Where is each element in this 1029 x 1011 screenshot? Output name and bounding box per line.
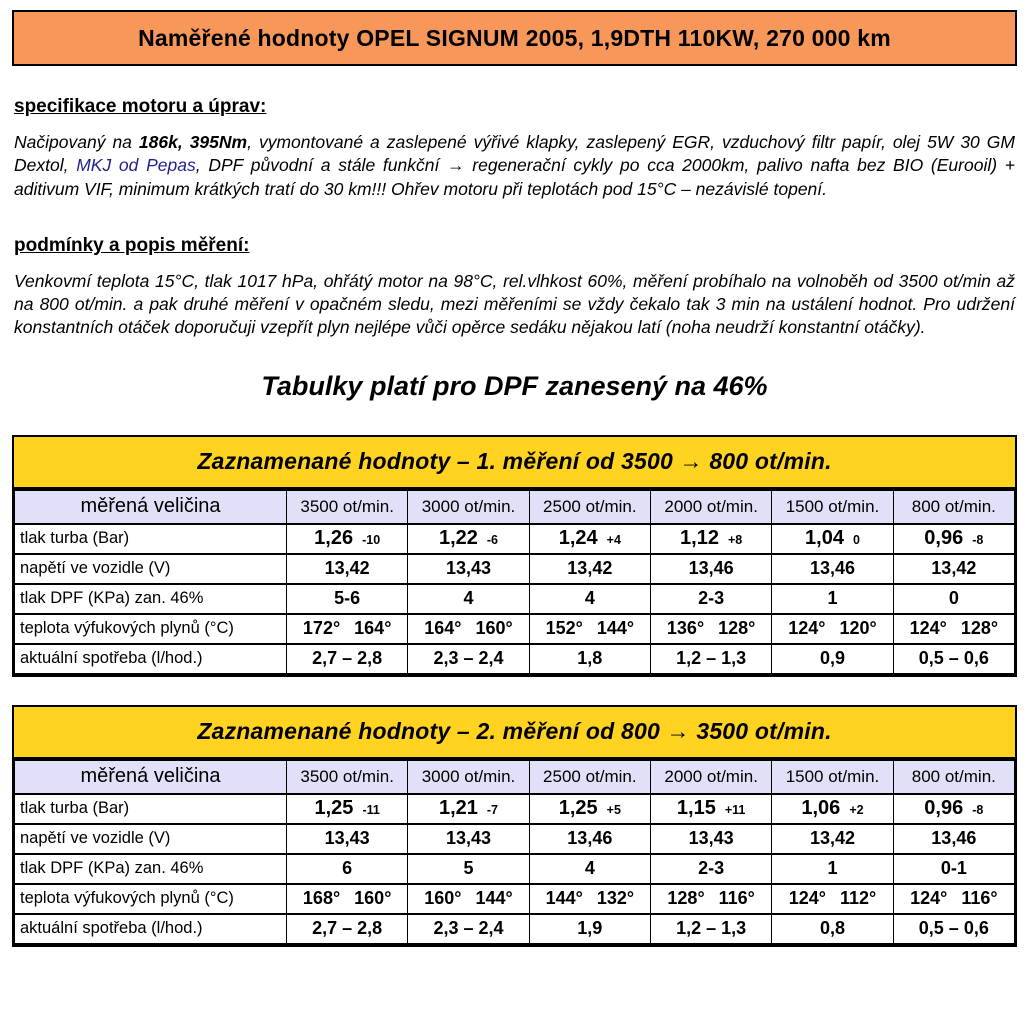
value-cell: 0-1: [893, 854, 1014, 884]
rpm-header-cell: 3500 ot/min.: [287, 760, 408, 794]
table-row: [15, 524, 1015, 554]
boost-value: 1,25: [558, 797, 598, 820]
value-cell: 1,2 – 1,3: [650, 914, 771, 944]
value-cell: 1,8: [529, 644, 650, 674]
temp-first-value: 160°: [424, 888, 462, 909]
row-label: aktuální spotřeba (l/hod.): [15, 644, 287, 674]
value-cell: [529, 884, 650, 914]
value-cell: 13,43: [287, 824, 408, 854]
title-banner: [12, 10, 1017, 66]
boost-delta: -10: [362, 533, 381, 548]
boost-delta: -8: [972, 803, 984, 818]
value-cell: 0,5 – 0,6: [893, 644, 1014, 674]
boost-delta: 0: [852, 533, 860, 548]
value-cell: [408, 614, 529, 644]
temp-second-value: 144°: [475, 888, 513, 909]
table-row: [15, 614, 1015, 644]
table-1-grid: [14, 489, 1015, 675]
boost-value: 1,12: [680, 527, 719, 550]
temp-first-value: 136°: [666, 618, 705, 639]
value-cell: 6: [287, 854, 408, 884]
value-cell: 1: [772, 584, 893, 614]
table-2-title: Zaznamenané hodnoty – 2. měření od 800 → 3500 ot/min.: [14, 707, 1015, 759]
value-cell: [772, 614, 893, 644]
value-cell: [408, 794, 529, 824]
header-row: [15, 760, 1015, 794]
rpm-header-cell: 2000 ot/min.: [650, 760, 771, 794]
boost-value: 0,96: [924, 527, 964, 550]
temp-first-value: 168°: [302, 888, 341, 909]
rpm-header-cell: 2500 ot/min.: [529, 760, 650, 794]
quantity-header-cell: měřená veličina: [15, 760, 287, 794]
spec-heading: specifikace motoru a úprav:: [14, 96, 267, 117]
boost-delta: +11: [724, 803, 746, 818]
row-label: napětí ve vozidle (V): [15, 554, 287, 584]
value-cell: 4: [529, 584, 650, 614]
table-row: [15, 554, 1015, 584]
conditions-paragraph: Venkovmí teplota 15°C, tlak 1017 hPa, ohřátý motor na 98°C, rel.vlhkost 60%, měření probíhalo na volnoběh od 3500 ot/min až na 800 ot/min. a pak druhé měření v opačném sledu, mezi měřeními se vždy čekalo tak 3 min na ustálení hodnot. Pro udržení konstantních otáček doporučuji vzepřít plyn nejlépe vůči opěrce sedáku nějakou latí (noha neudrží konstantní otáčky).: [14, 270, 1015, 338]
value-cell: 13,42: [287, 554, 408, 584]
boost-value: 1,21: [438, 797, 478, 820]
temp-second-value: 128°: [718, 618, 756, 639]
boost-value: 1,06: [801, 797, 841, 820]
measurement-table-1: [12, 435, 1017, 677]
value-cell: [408, 884, 529, 914]
value-cell: 13,42: [772, 824, 893, 854]
rpm-header-cell: 3000 ot/min.: [408, 490, 529, 524]
boost-delta: +5: [606, 803, 621, 818]
table-2-grid: [14, 759, 1015, 945]
rpm-header-cell: 2000 ot/min.: [650, 490, 771, 524]
temp-first-value: 152°: [545, 618, 583, 639]
value-cell: [650, 524, 771, 554]
table-row: [15, 644, 1015, 674]
value-cell: [287, 614, 408, 644]
spec-paragraph: [14, 131, 1015, 201]
value-cell: [650, 884, 771, 914]
boost-delta: -8: [972, 533, 984, 548]
value-cell: 2,7 – 2,8: [287, 644, 408, 674]
value-cell: 5: [408, 854, 529, 884]
row-label: aktuální spotřeba (l/hod.): [15, 914, 287, 944]
temp-second-value: 112°: [839, 888, 877, 909]
temp-second-value: 116°: [961, 888, 998, 909]
boost-value: 1,26: [314, 527, 354, 550]
value-cell: 2,7 – 2,8: [287, 914, 408, 944]
temp-first-value: 164°: [424, 618, 462, 639]
rpm-header-cell: 2500 ot/min.: [529, 490, 650, 524]
value-cell: 13,46: [893, 824, 1014, 854]
value-cell: 13,42: [893, 554, 1014, 584]
table-row: [15, 584, 1015, 614]
value-cell: 0,5 – 0,6: [893, 914, 1014, 944]
value-cell: [893, 794, 1014, 824]
value-cell: 2-3: [650, 584, 771, 614]
rpm-header-cell: 1500 ot/min.: [772, 760, 893, 794]
table-row: [15, 824, 1015, 854]
temp-first-value: 172°: [302, 618, 341, 639]
boost-delta: +2: [849, 803, 864, 818]
boost-delta: +4: [606, 533, 621, 548]
rpm-header-cell: 3000 ot/min.: [408, 760, 529, 794]
temp-second-value: 144°: [596, 618, 635, 639]
value-cell: 4: [408, 584, 529, 614]
value-cell: 13,43: [650, 824, 771, 854]
value-cell: [287, 884, 408, 914]
temp-second-value: 164°: [354, 618, 392, 639]
value-cell: [650, 614, 771, 644]
boost-value: 1,24: [558, 527, 598, 550]
value-cell: [772, 794, 893, 824]
value-cell: 13,46: [772, 554, 893, 584]
temp-second-value: 160°: [475, 618, 513, 639]
rpm-header-cell: 800 ot/min.: [893, 490, 1014, 524]
temp-first-value: 124°: [910, 888, 948, 909]
value-cell: [529, 524, 650, 554]
temp-first-value: 128°: [667, 888, 705, 909]
value-cell: 4: [529, 854, 650, 884]
value-cell: [287, 524, 408, 554]
value-cell: [772, 524, 893, 554]
conditions-heading: podmínky a popis měření:: [14, 234, 250, 256]
value-cell: 0,9: [772, 644, 893, 674]
row-label: tlak turba (Bar): [15, 794, 287, 824]
boost-delta: +8: [727, 533, 743, 548]
table-row: [15, 854, 1015, 884]
value-cell: 1,9: [529, 914, 650, 944]
temp-second-value: 160°: [354, 888, 392, 909]
temp-second-value: 116°: [718, 888, 755, 909]
row-label: teplota výfukových plynů (°C): [15, 614, 287, 644]
value-cell: 0: [893, 584, 1014, 614]
value-cell: 5-6: [287, 584, 408, 614]
value-cell: 2,3 – 2,4: [408, 644, 529, 674]
mkj-link[interactable]: MKJ od Pepas: [76, 155, 196, 176]
value-cell: [772, 884, 893, 914]
document-title: Naměřené hodnoty OPEL SIGNUM 2005, 1,9DTH 110KW, 270 000 km: [138, 24, 891, 51]
value-cell: [650, 794, 771, 824]
value-cell: 13,42: [529, 554, 650, 584]
boost-value: 1,25: [314, 797, 354, 820]
value-cell: 13,43: [408, 824, 529, 854]
temp-first-value: 124°: [788, 888, 826, 909]
boost-value: 1,22: [438, 527, 478, 550]
row-label: tlak DPF (KPa) zan. 46%: [15, 854, 287, 884]
rpm-header-cell: 800 ot/min.: [893, 760, 1014, 794]
row-label: tlak DPF (KPa) zan. 46%: [15, 584, 287, 614]
value-cell: 13,46: [529, 824, 650, 854]
value-cell: 13,46: [650, 554, 771, 584]
boost-delta: -7: [486, 803, 499, 818]
measurement-table-2: [12, 705, 1017, 947]
temp-second-value: 120°: [839, 618, 877, 639]
temp-first-value: 124°: [788, 618, 826, 639]
spec-text-3: , DPF původní a stále funkční → regenerační cykly po cca 2000km, palivo nafta bez BIO (Eurooil) + aditivum VIF, minimum krátkých tratí do 30 km!!! Ohřev motoru při teplotách pod 15°C – nezávislé topení.: [14, 155, 1016, 199]
value-cell: [529, 794, 650, 824]
table-1-title: Zaznamenané hodnoty – 1. měření od 3500 → 800 ot/min.: [14, 437, 1015, 489]
value-cell: [893, 524, 1014, 554]
temp-second-value: 128°: [960, 618, 999, 639]
value-cell: 1,2 – 1,3: [650, 644, 771, 674]
boost-value: 0,96: [924, 797, 964, 820]
value-cell: [408, 524, 529, 554]
temp-first-value: 144°: [545, 888, 583, 909]
value-cell: 0,8: [772, 914, 893, 944]
row-label: napětí ve vozidle (V): [15, 824, 287, 854]
temp-second-value: 132°: [596, 888, 635, 909]
rpm-header-cell: 1500 ot/min.: [772, 490, 893, 524]
header-row: [15, 490, 1015, 524]
value-cell: [893, 884, 1014, 914]
value-cell: [287, 794, 408, 824]
row-label: teplota výfukových plynů (°C): [15, 884, 287, 914]
dpf-note-title: Tabulky platí pro DPF zanesený na 46%: [261, 370, 768, 401]
temp-first-value: 124°: [909, 618, 947, 639]
row-label: tlak turba (Bar): [15, 524, 287, 554]
boost-delta: -6: [486, 533, 499, 548]
spec-text-1: Načipovaný na: [14, 132, 139, 152]
value-cell: [529, 614, 650, 644]
spec-tune-values: 186k, 395Nm: [138, 132, 248, 152]
rpm-header-cell: 3500 ot/min.: [287, 490, 408, 524]
value-cell: 13,43: [408, 554, 529, 584]
table-row: [15, 884, 1015, 914]
quantity-header-cell: měřená veličina: [15, 490, 287, 524]
boost-delta: -11: [362, 803, 380, 818]
boost-value: 1,15: [676, 797, 716, 820]
value-cell: 2,3 – 2,4: [408, 914, 529, 944]
value-cell: 1: [772, 854, 893, 884]
table-row: [15, 794, 1015, 824]
boost-value: 1,04: [805, 527, 844, 550]
value-cell: 2-3: [650, 854, 771, 884]
spec-text-2: , vymontované a zaslepené výřivé klapky, zaslepený EGR, vzduchový filtr papír, olej 5W 30 GM Dextol,: [14, 132, 1015, 176]
value-cell: [893, 614, 1014, 644]
table-row: [15, 914, 1015, 944]
